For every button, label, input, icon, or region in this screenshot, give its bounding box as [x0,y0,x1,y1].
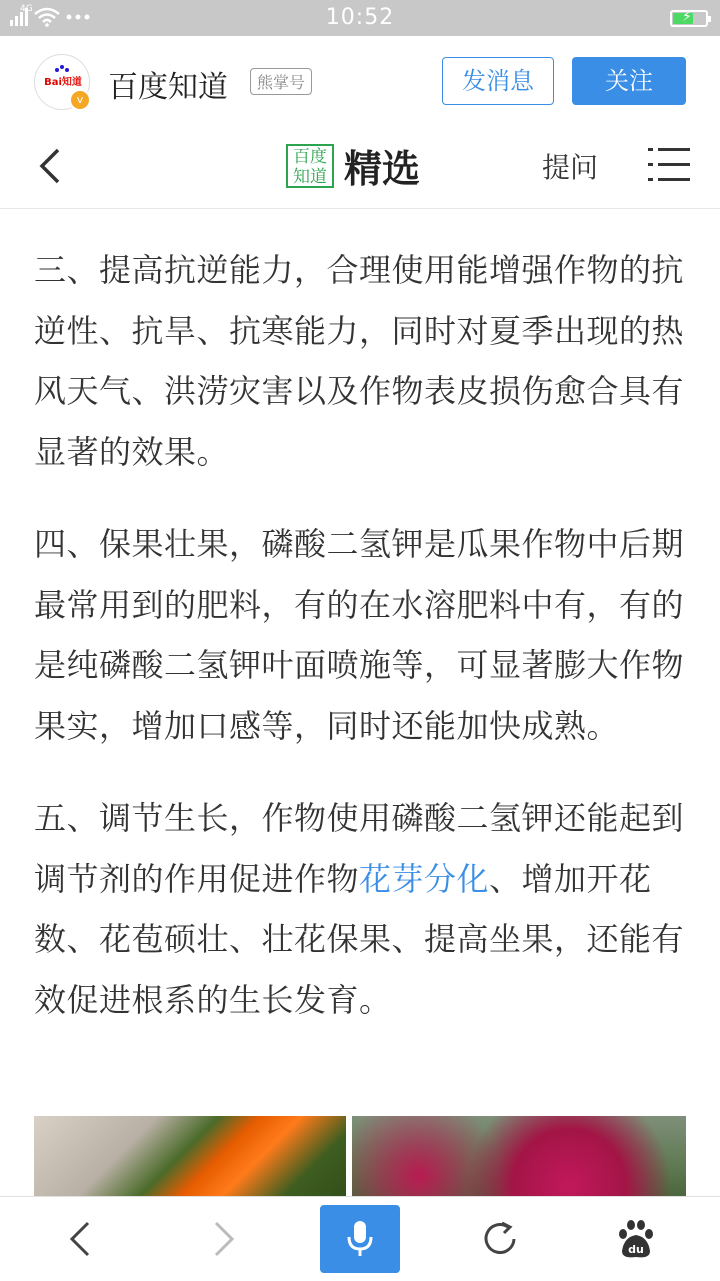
account-name[interactable]: 百度知道 [108,70,228,105]
network-type: 4G [20,4,33,14]
back-chevron-icon[interactable] [34,146,74,186]
verified-badge-icon: v [69,89,91,111]
nav-bar [0,124,720,209]
flower-bud-differentiation-link[interactable]: 花芽分化 [359,859,490,898]
status-time: 10:52 [325,5,395,30]
bottom-toolbar [0,1196,720,1281]
forward-arrow-icon[interactable] [200,1217,244,1261]
paragraph-5-text-a: 五、调节生长，作物使用磷酸二氢钾还能起到调节剂的作用促进作物 [34,799,685,898]
voice-search-button[interactable] [320,1205,400,1273]
send-message-button[interactable]: 发消息 [442,57,554,105]
ask-button[interactable]: 提问 [542,151,599,184]
paragraph-5 [34,788,686,1030]
paragraph-3: 三、提高抗逆能力，合理使用能增强作物的抗逆性、抗旱、抗寒能力，同时对夏季出现的热风天气、洪涝灾害以及作物表皮损伤愈合具有显著的效果。 [34,251,685,471]
brand-logo [286,138,420,193]
menu-icon[interactable] [648,148,690,182]
baidu-paw-icon[interactable] [614,1217,658,1261]
brand-box-line1: 百度 [293,146,327,167]
refresh-icon[interactable] [478,1217,522,1261]
account-header [0,36,720,125]
status-bar [0,0,720,36]
brand-box [286,144,334,188]
article-content [34,240,686,1062]
avatar[interactable] [34,54,90,110]
account-tag: 熊掌号 [250,68,312,95]
paragraph-5-text-b: 、增加开花数、花苞硕壮、壮花保果、提高坐果，还能有效促进根系的生长发育。 [34,859,685,1019]
paragraph-4: 四、保果壮果，磷酸二氢钾是瓜果作物中后期最常用到的肥料，有的在水溶肥料中有，有的是纯磷酸二氢钾叶面喷施等，可显著膨大作物果实，增加口感等，同时还能加快成熟。 [34,525,685,745]
paw-label: du [628,1243,644,1256]
microphone-icon [344,1219,376,1259]
back-arrow-icon[interactable] [60,1217,104,1261]
follow-button[interactable]: 关注 [572,57,686,105]
battery-icon: ⚡ [670,10,708,27]
brand-title: 精选 [344,146,421,191]
avatar-logo-text: Bai知道 [44,77,82,88]
brand-box-line2: 知道 [293,166,327,187]
